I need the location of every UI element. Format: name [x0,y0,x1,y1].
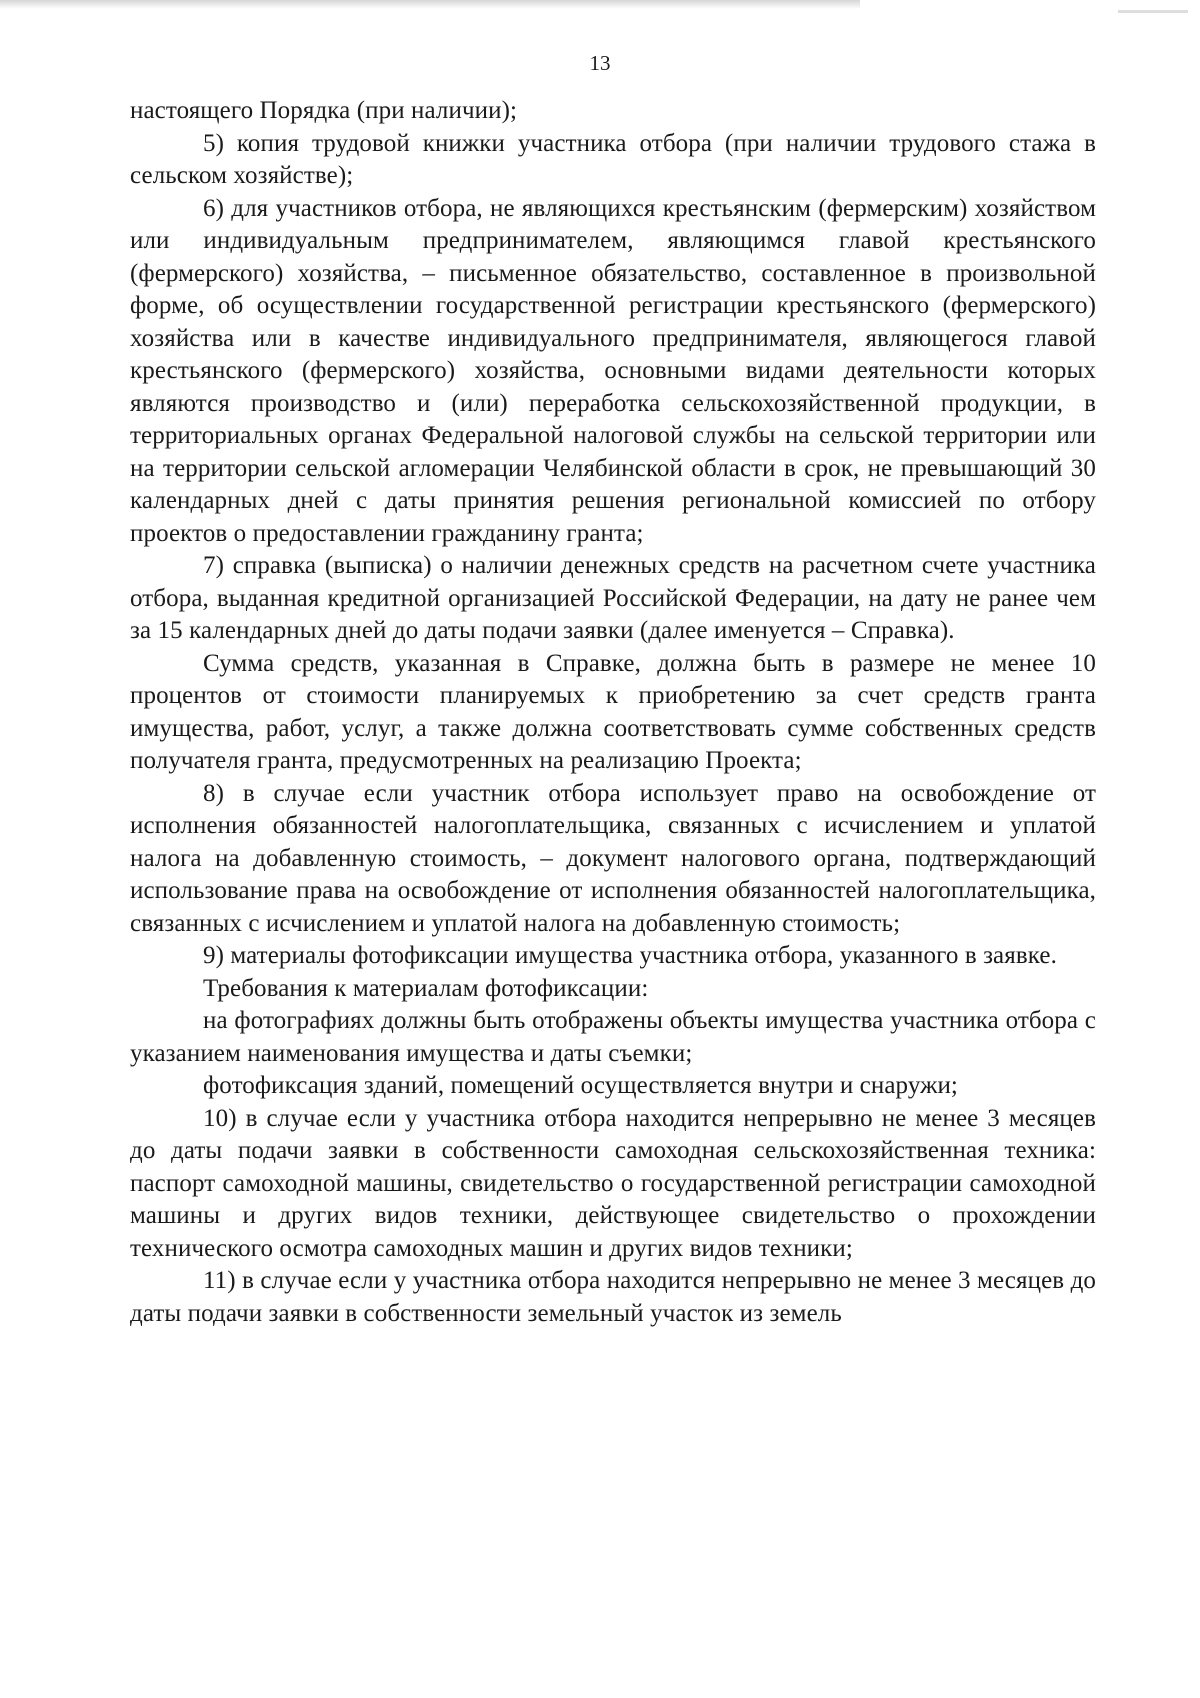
paragraph-photo-requirement-2: фотофиксация зданий, помещений осуществляется внутри и снаружи; [203,1072,958,1099]
document-body [130,95,1096,1330]
paragraph-item-8: 8) в случае если участник отбора использует право на освобождение от исполнения обязанностей налогоплательщика, связанных с исчислением и уплатой налога на добавленную стоимость, – документ налогового органа, подтверждающий использование права на освобождение от исполнения обязанностей налогоплательщика, связанных с исчислением и уплатой налога на добавленную стоимость; [130,779,1096,937]
paragraph-item-7: 7) справка (выписка) о наличии денежных средств на расчетном счете участника отбора, выданная кредитной организацией Российской Федерации, на дату не ранее чем за 15 календарных дней до даты подачи заявки (далее именуется – Справка). [130,552,1096,644]
paragraph-item-6: 6) для участников отбора, не являющихся крестьянским (фермерским) хозяйством или индивидуальным предпринимателем, являющимся главой крестьянского (фермерского) хозяйства, – письменное обязательство, составленное в произвольной форме, об осуществлении государственной регистрации крестьянского (фермерского) хозяйства или в качестве индивидуального предпринимателя, являющегося главой крестьянского (фермерского) хозяйства, основными видами деятельности которых являются производство и (или) переработка сельскохозяйственной продукции, в территориальных органах Федеральной налоговой службы на сельской территории или на территории сельской агломерации Челябинской области в срок, не превышающий 30 календарных дней с даты принятия решения региональной комиссией по отбору проектов о предоставлении гражданину гранта; [130,194,1096,547]
paragraph-item-5: 5) копия трудовой книжки участника отбора (при наличии трудового стажа в сельском хозяйстве); [130,129,1096,189]
paragraph-certificate-amount: Сумма средств, указанная в Справке, должна быть в размере не менее 10 процентов от стоимости планируемых к приобретению за счет средств гранта имущества, работ, услуг, а также должна соответствовать сумме собственных средств получателя гранта, предусмотренных на реализацию Проекта; [130,649,1096,774]
paragraph-continuation: настоящего Порядка (при наличии); [130,97,518,124]
scan-edge-artifact-right [1118,10,1188,13]
paragraph-item-10: 10) в случае если у участника отбора находится непрерывно не менее 3 месяцев до даты подачи заявки в собственности самоходная сельскохозяйственная техника: паспорт самоходной машины, свидетельство о государственной регистрации самоходной машины и других видов техники, действующее свидетельство о прохождении технического осмотра самоходных машин и других видов техники; [130,1104,1096,1262]
paragraph-item-9: 9) материалы фотофиксации имущества участника отбора, указанного в заявке. [203,942,1057,969]
page-number: 13 [589,51,611,75]
paragraph-item-11: 11) в случае если у участника отбора находится непрерывно не менее 3 месяцев до даты подачи заявки в собственности земельный участок из земель [130,1267,1096,1327]
paragraph-photo-requirements-heading: Требования к материалам фотофиксации: [203,974,649,1002]
scan-edge-artifact [0,0,860,9]
paragraph-photo-requirement-1: на фотографиях должны быть отображены объекты имущества участника отбора с указанием наименования имущества и даты съемки; [130,1007,1096,1067]
